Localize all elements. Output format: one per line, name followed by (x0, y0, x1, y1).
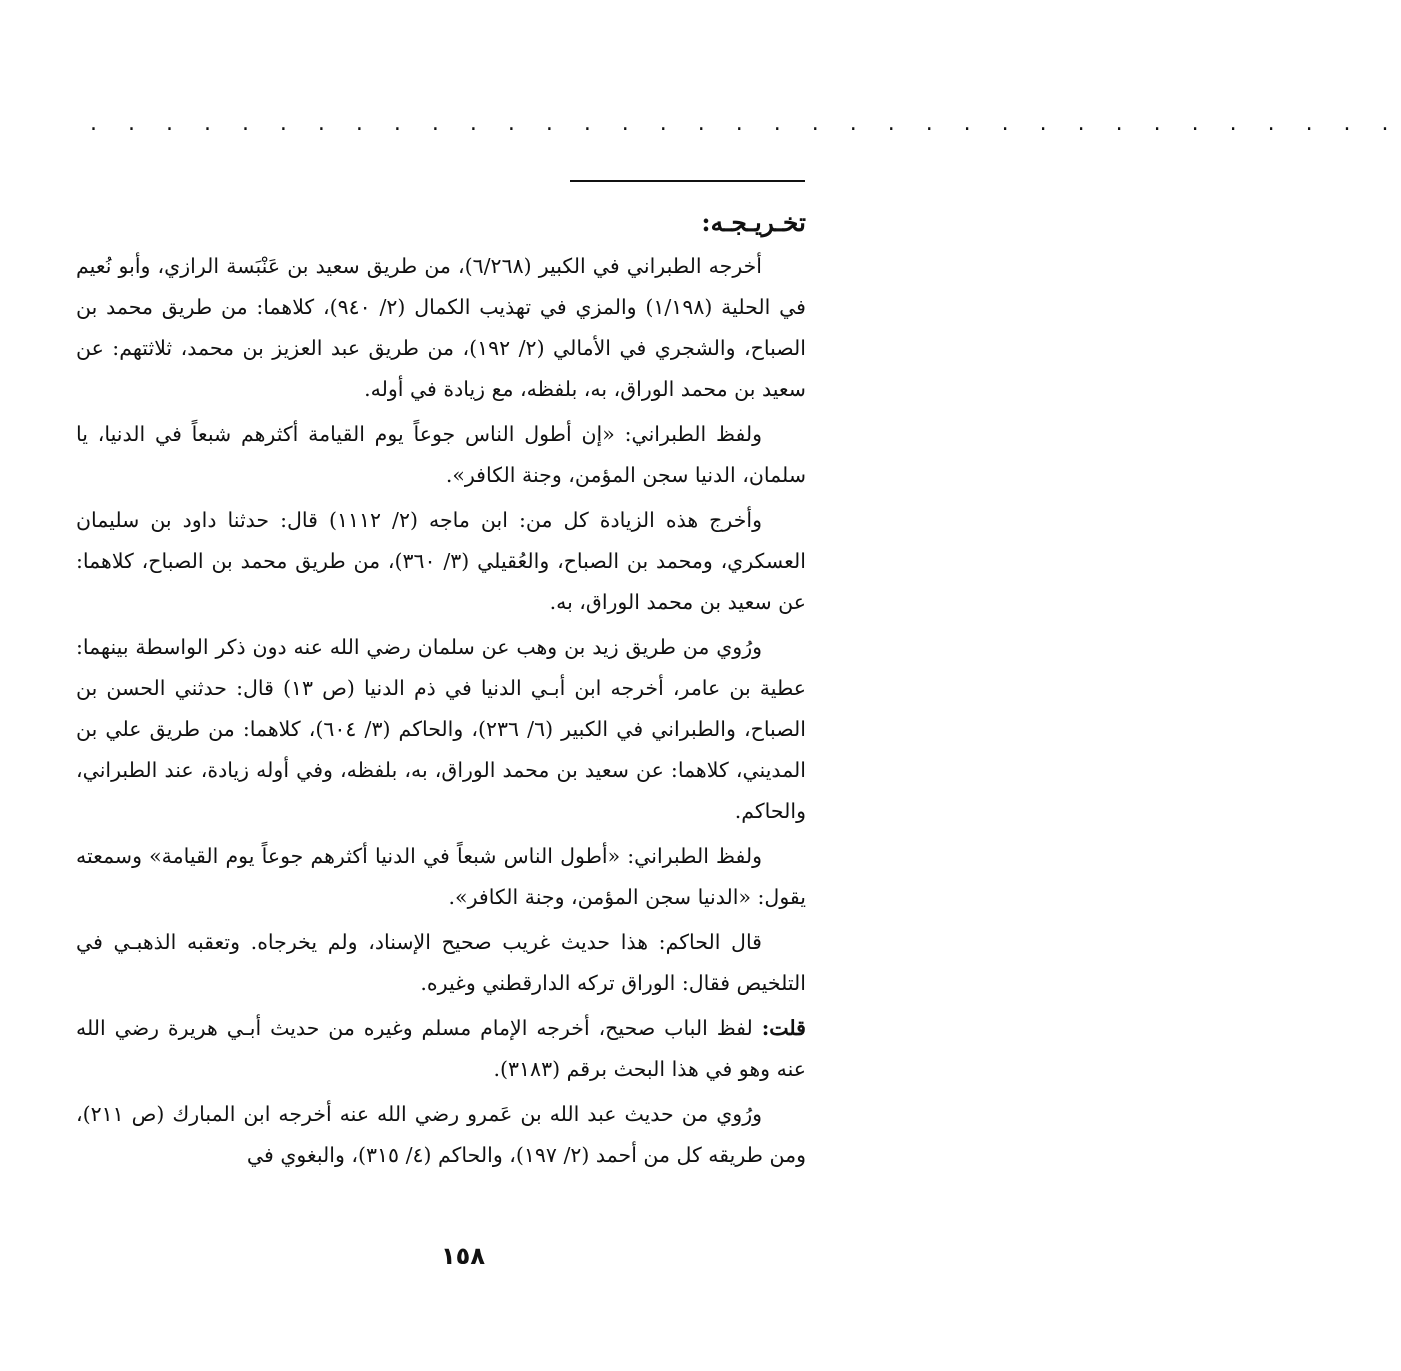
paragraph-2 (76, 414, 806, 496)
paragraph-8-text: ورُوي من حديث عبد الله بن عَمرو رضي الله عنه أخرجه ابن المبارك (ص ٢١١)، ومن طريقه كل من أحمد (٢/ ١٩٧)، والحاكم (٤/ ٣١٥)، والبغوي في (76, 1102, 806, 1167)
paragraph-3 (76, 500, 806, 623)
dotted-separator: . . . . . . . . . . . . . . . . . . . . . . . . . . . . . . . . . . . (90, 111, 1401, 136)
paragraph-6 (76, 922, 806, 1004)
paragraph-5 (76, 836, 806, 918)
page-number: ١٥٨ (441, 1242, 485, 1270)
section-heading: تخـريـجـه: (701, 208, 806, 237)
paragraph-4-text: ورُوي من طريق زيد بن وهب عن سلمان رضي الله عنه دون ذكر الواسطة بينهما: عطية بن عامر، أخرجه ابن أبـي الدنيا في ذم الدنيا (ص ١٣) قال: حدثني الحسن بن الصباح، والطبراني في الكبير (٦/ ٢٣٦)، والحاكم (٣/ ٦٠٤)، كلاهما: من طريق علي بن المديني، كلاهما: عن سعيد بن محمد الوراق، به، بلفظه، وفي أوله زيادة، عند الطبراني، والحاكم. (76, 635, 806, 823)
paragraph-8 (76, 1094, 806, 1176)
footnote-rule (570, 180, 805, 182)
paragraph-7-text: لفظ الباب صحيح، أخرجه الإمام مسلم وغيره من حديث أبـي هريرة رضي الله عنه وهو في هذا البحث برقم (٣١٨٣). (76, 1016, 806, 1081)
paragraph-2-text: ولفظ الطبراني: «إن أطول الناس جوعاً يوم القيامة أكثرهم شبعاً في الدنيا، يا سلمان، الدنيا سجن المؤمن، وجنة الكافر». (76, 422, 806, 487)
paragraph-7-lead: قلت: (761, 1016, 806, 1040)
paragraph-7 (76, 1008, 806, 1090)
paragraph-4 (76, 627, 806, 832)
takhrij-section (76, 200, 806, 1180)
paragraph-6-text: قال الحاكم: هذا حديث غريب صحيح الإسناد، ولم يخرجاه. وتعقبه الذهبـي في التلخيص فقال: الوراق تركه الدارقطني وغيره. (76, 930, 806, 995)
paragraph-5-text: ولفظ الطبراني: «أطول الناس شبعاً في الدنيا أكثرهم جوعاً يوم القيامة» وسمعته يقول: «الدنيا سجن المؤمن، وجنة الكافر». (76, 844, 806, 909)
paragraph-1-text: أخرجه الطبراني في الكبير (٦/٢٦٨)، من طريق سعيد بن عَنْبَسة الرازي، وأبو نُعيم في الحلية (١/١٩٨) والمزي في تهذيب الكمال (٢/ ٩٤٠)، كلاهما: من طريق محمد بن الصباح، والشجري في الأمالي (٢/ ١٩٢)، من طريق عبد العزيز بن محمد، ثلاثتهم: عن سعيد بن محمد الوراق، به، بلفظه، مع زيادة في أوله. (76, 254, 806, 401)
paragraph-1 (76, 246, 806, 410)
paragraph-3-text: وأخرج هذه الزيادة كل من: ابن ماجه (٢/ ١١١٢) قال: حدثنا داود بن سليمان العسكري، ومحمد بن الصباح، والعُقيلي (٣/ ٣٦٠)، من طريق محمد بن الصباح، كلاهما: عن سعيد بن محمد الوراق، به. (76, 508, 806, 614)
